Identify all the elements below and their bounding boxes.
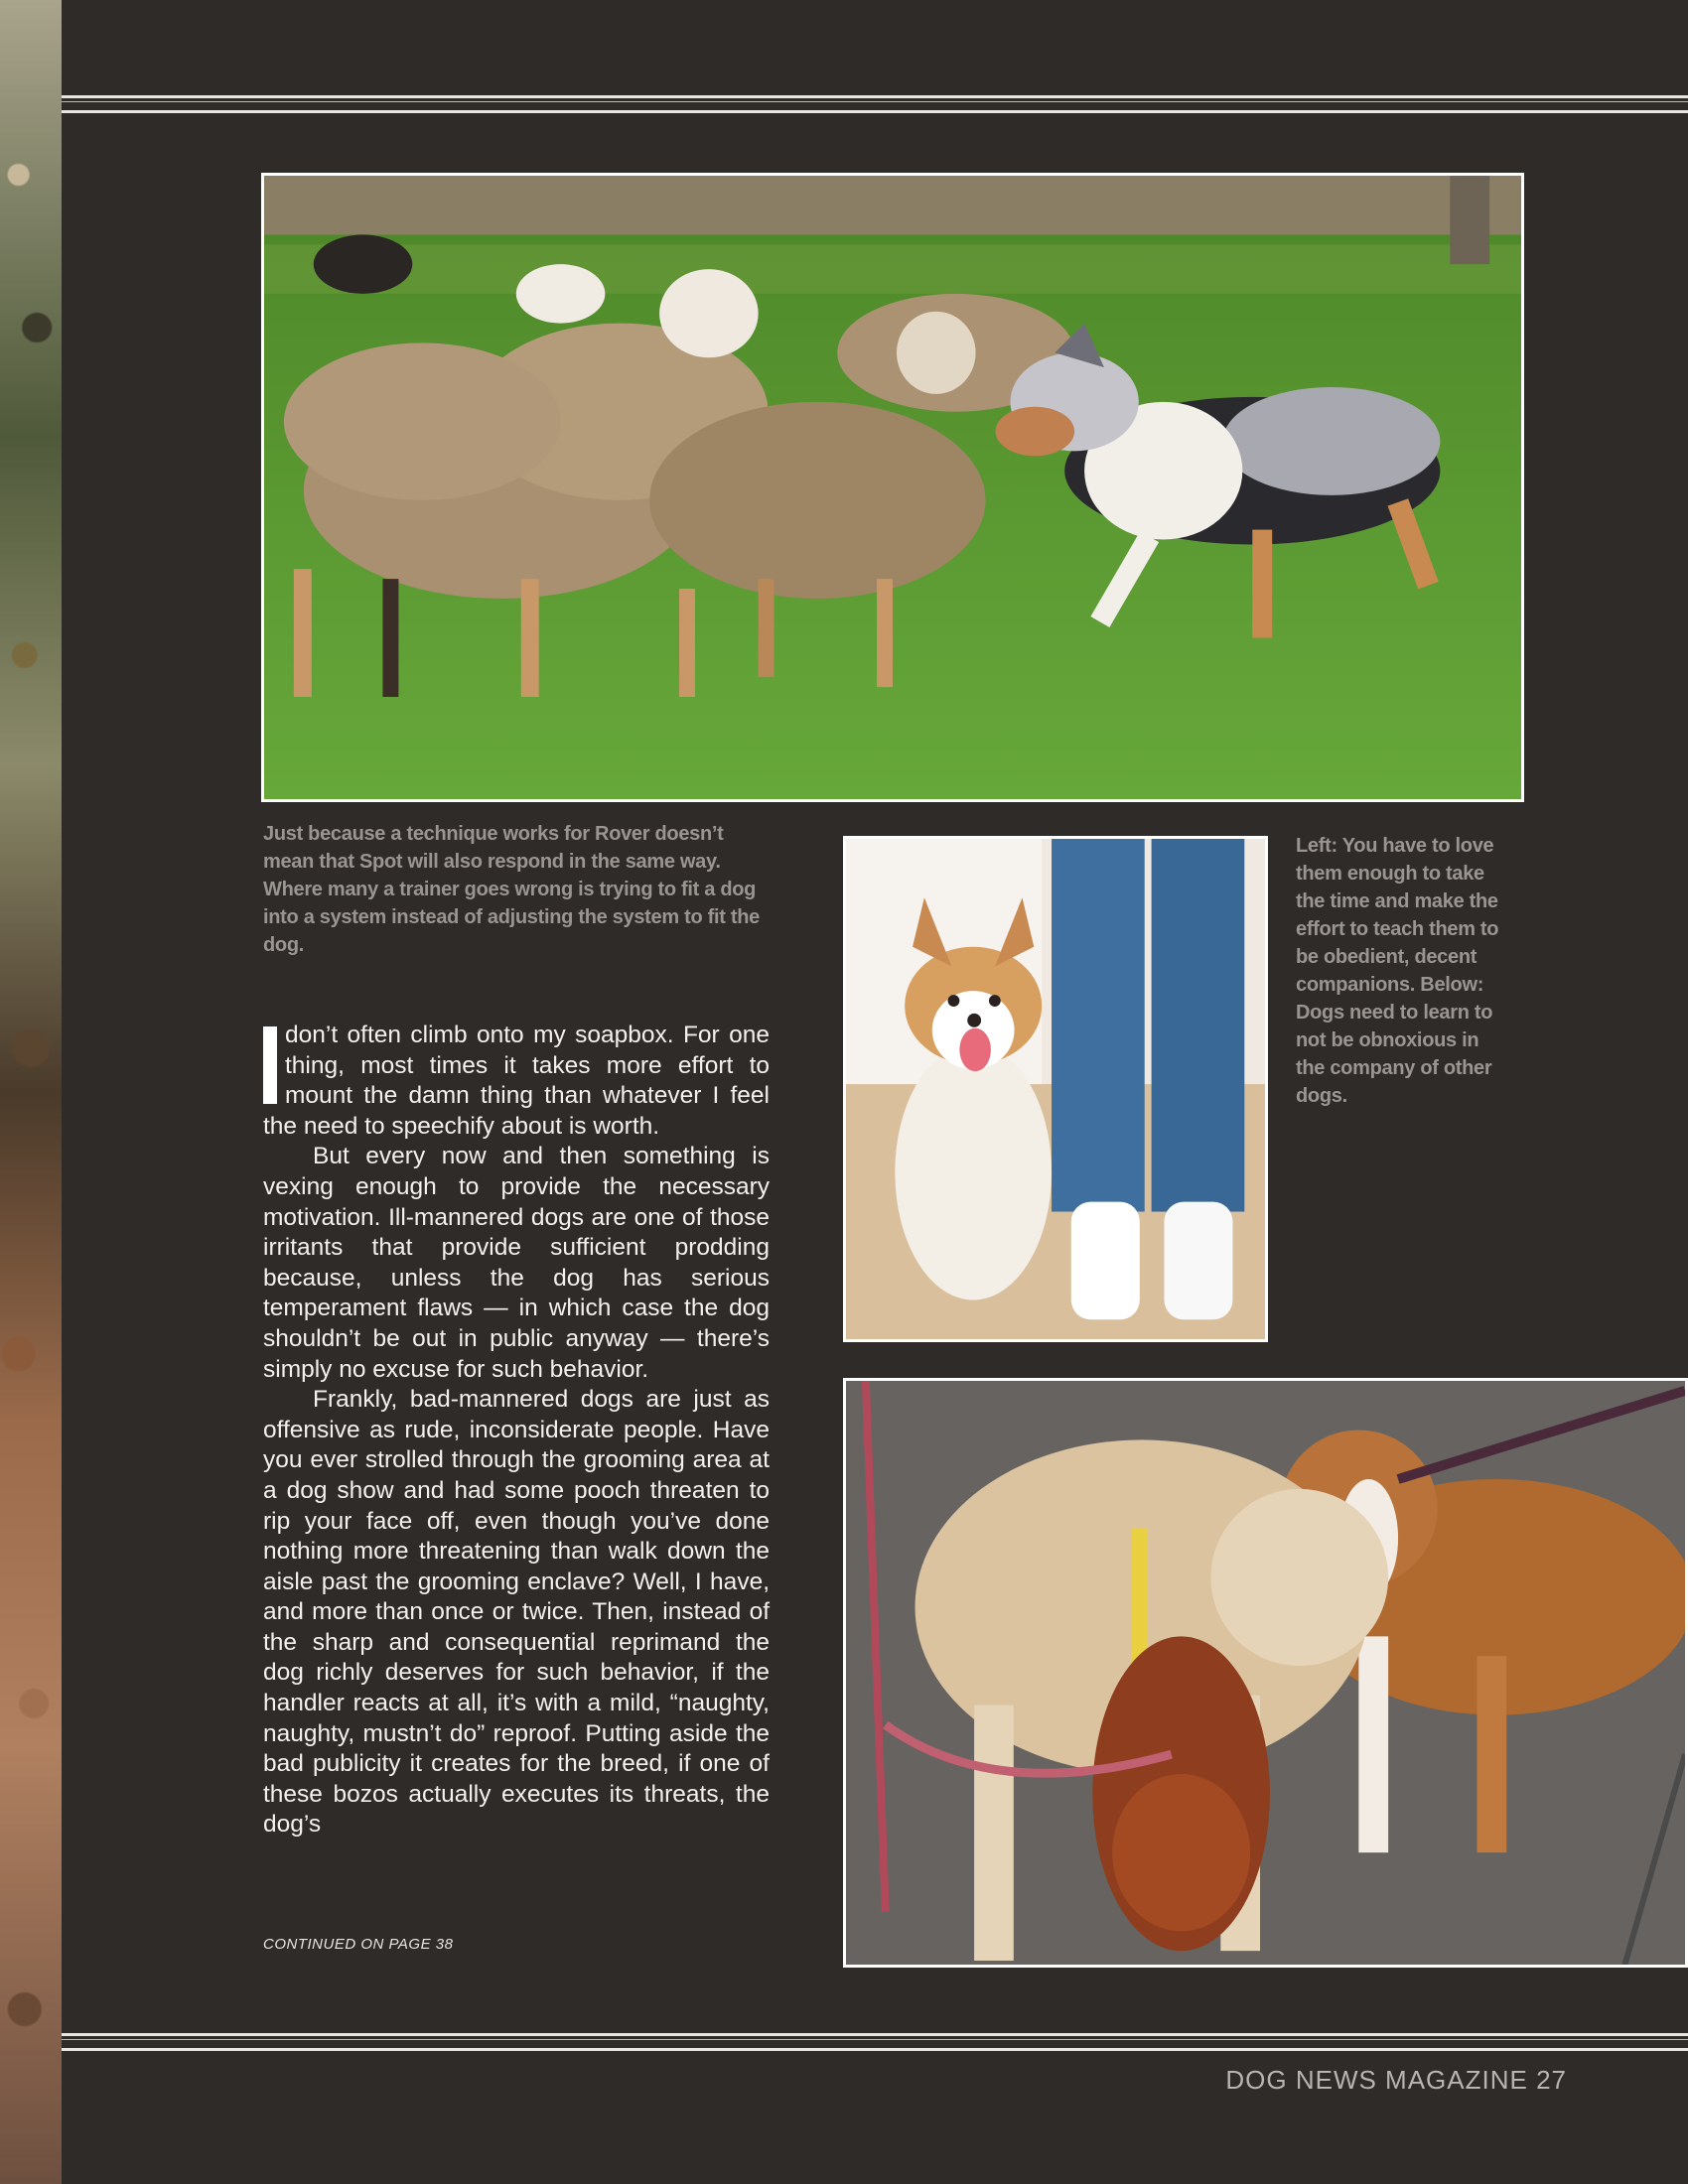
bottom-rule: [62, 2033, 1688, 2051]
continued-note: CONTINUED ON PAGE 38: [263, 1936, 454, 1953]
side-photo-caption: Left: You have to love them enough to take the time and make the effort to teach them to be obedient, decent companions. Below: Dogs need to learn to not be obnoxious in the company of other dogs.: [1296, 835, 1499, 1107]
article-body: [263, 1021, 770, 1841]
article-paragraph-2: But every now and then something is vexing enough to provide the necessary motivation. Ill-mannered dogs are one of those irritants that provide sufficient prodding because, unless the dog has serious temperament flaws — in which case the dog shouldn’t be out in public anyway — there’s simply no excuse for such behavior.: [263, 1143, 770, 1383]
sheep-herding-photo: [261, 173, 1524, 802]
top-rule: [62, 95, 1688, 113]
dogs-meeting-photo: [843, 1378, 1688, 1968]
left-edge-photo-strip: [0, 0, 62, 2184]
article-paragraph-3: Frankly, bad-mannered dogs are just as offensive as rude, inconsiderate people. Have you ever strolled through the grooming area at a dog show and had some pooch threaten to rip your face off, even though you’ve done nothing more threatening than walk down the aisle past the grooming enclave? Well, I have, and more than once or twice. Then, instead of the sharp and consequential reprimand the dog richly deserves for such behavior, if the handler reacts at all, it’s with a mild, “naughty, naughty, mustn’t do” reproof. Putting aside the bad publicity it creates for the breed, if one of these bozos actually executes its threats, the dog’s: [263, 1386, 770, 1839]
corgi-photo: [843, 836, 1268, 1342]
top-photo-caption: Just because a technique works for Rover doesn’t mean that Spot will also respond in the same way. Where many a trainer goes wrong is trying to fit a dog into a system instead of adjusting the system to fit the dog.: [263, 823, 760, 956]
page-folio: DOG NEWS MAGAZINE 27: [1225, 2065, 1567, 2095]
article-paragraph-1: don’t often climb onto my soapbox. For one thing, most times it takes more effort to mount the damn thing than whatever I feel the need to speechify about is worth.: [263, 1022, 770, 1140]
drop-cap: [263, 1026, 277, 1104]
